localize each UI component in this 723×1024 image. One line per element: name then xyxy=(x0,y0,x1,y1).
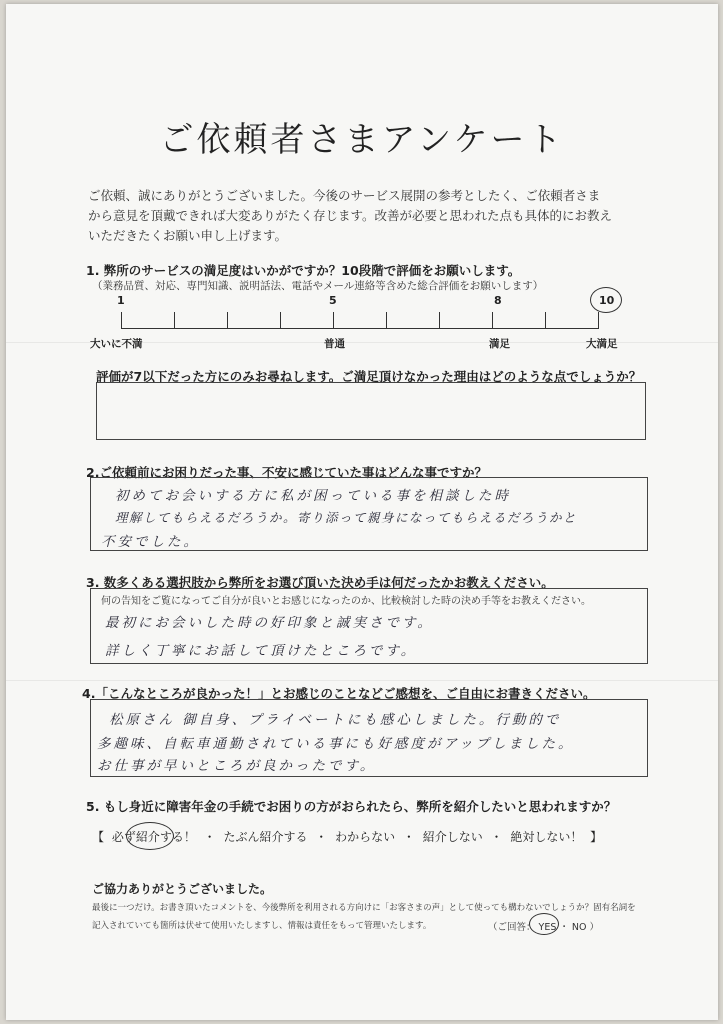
scale-tick xyxy=(280,312,281,328)
q3-heading: 3. 数多くある選択肢から弊所をお選び頂いた決め手は何だったかお教えください。 xyxy=(86,575,554,590)
scale-line xyxy=(121,328,599,329)
scale-tick xyxy=(439,312,440,328)
scale-label-low: 大いに不満 xyxy=(90,338,143,350)
q2-answer-box[interactable] xyxy=(90,477,648,551)
scale-tick xyxy=(121,312,122,328)
q5-heading: 5. もし身近に障害年金の手続でお困りの方がおられたら、弊所を紹介したいと思われますか？ xyxy=(86,799,617,814)
scale-number-1: 1 xyxy=(117,294,125,307)
q1-heading: 1. 弊所のサービスの満足度はいかがですか？10段階で評価をお願いします。 xyxy=(86,263,521,278)
scale-tick xyxy=(227,312,228,328)
survey-paper xyxy=(6,4,718,1020)
q3-answer-line: 最初にお会いした時の好印象と誠実さです。 xyxy=(105,615,434,631)
scale-label-good: 満足 xyxy=(489,338,510,350)
q3-answer-line: 詳しく丁寧にお話して頂けたところです。 xyxy=(105,643,418,659)
q1-followup-question: 評価が7以下だった方にのみお尋ねします。ご満足頂けなかった理由はどのような点でしょうか？ xyxy=(96,369,642,384)
scale-number-8: 8 xyxy=(494,294,502,307)
q1-note: （業務品質、対応、専門知識、説明話法、電話やメール連絡等含めた総合評価をお願いします） xyxy=(92,280,544,292)
q1-followup-answer-box[interactable] xyxy=(96,382,646,440)
q4-answer-line: お仕事が早いところが良かったです。 xyxy=(97,758,377,774)
thanks-text: ご協力ありがとうございました。 xyxy=(92,882,273,896)
q5-selection-circle xyxy=(126,822,174,850)
scale-label-high: 大満足 xyxy=(586,338,618,350)
footer-permission-text: 記入されていても箇所は伏せて使用いたしますし、情報は責任をもって管理いたします。 xyxy=(92,921,432,931)
survey-title: ご依頼者さまアンケート xyxy=(159,120,565,160)
scale-number-5: 5 xyxy=(329,294,337,307)
intro-line: いただきたくお願い申し上げます。 xyxy=(88,228,288,243)
footer-permission-text: 最後に一つだけ。お書き頂いたコメントを、今後弊所を利用される方向けに「お客さまの声」として使っても構わないでしょうか？固有名詞を xyxy=(92,903,636,913)
scale-tick xyxy=(545,312,546,328)
q2-answer-line: 不安でした。 xyxy=(101,534,200,550)
q3-note: 何の告知をご覧になってご自分が良いとお感じになったのか、比較検討した時の決め手等をお教えください。 xyxy=(101,596,591,607)
q4-heading: 4.「こんなところが良かった！」とお感じのことなどご感想を、ご自由にお書きください。 xyxy=(82,686,596,701)
scale-tick xyxy=(386,312,387,328)
intro-line: から意見を頂戴できれば大変ありがたく存じます。改善が必要と思われた点も具体的にお教え xyxy=(88,208,613,223)
q2-heading: 2.ご依頼前にお困りだった事、不安に感じていた事はどんな事ですか？ xyxy=(86,465,487,480)
scale-label-mid: 普通 xyxy=(324,338,345,350)
scale-tick xyxy=(492,312,493,328)
yes-selection-circle xyxy=(529,913,559,935)
intro-text xyxy=(88,186,648,246)
q4-answer-line: 松原さん 御自身、プライベートにも感心しました。行動的で xyxy=(109,712,562,728)
rating-selection-circle xyxy=(590,287,622,313)
yes-no-answer[interactable]: （ご回答： YES ・ NO ） xyxy=(488,922,599,933)
q3-answer-box[interactable] xyxy=(90,588,648,664)
q2-answer-line: 理解してもらえるだろうか。寄り添って親身になってもらえるだろうかと xyxy=(115,510,578,525)
intro-line: ご依頼、誠にありがとうございました。今後のサービス展開の参考としたく、ご依頼者さま xyxy=(88,188,601,203)
scale-tick xyxy=(333,312,334,328)
q4-answer-line: 多趣味、自転車通勤されている事にも好感度がアップしました。 xyxy=(97,736,575,752)
q2-answer-line: 初めてお会いする方に私が困っている事を相談した時 xyxy=(115,488,511,504)
q5-choices[interactable]: 【 必ず紹介する！ ・ たぶん紹介する ・ わからない ・ 紹介しない ・ 絶対しない！ 】 xyxy=(92,830,603,844)
scale-number-10: 10 xyxy=(599,294,615,307)
fold-line xyxy=(6,680,718,681)
scale-tick xyxy=(598,312,599,328)
scale-tick xyxy=(174,312,175,328)
q4-answer-box[interactable] xyxy=(90,699,648,777)
